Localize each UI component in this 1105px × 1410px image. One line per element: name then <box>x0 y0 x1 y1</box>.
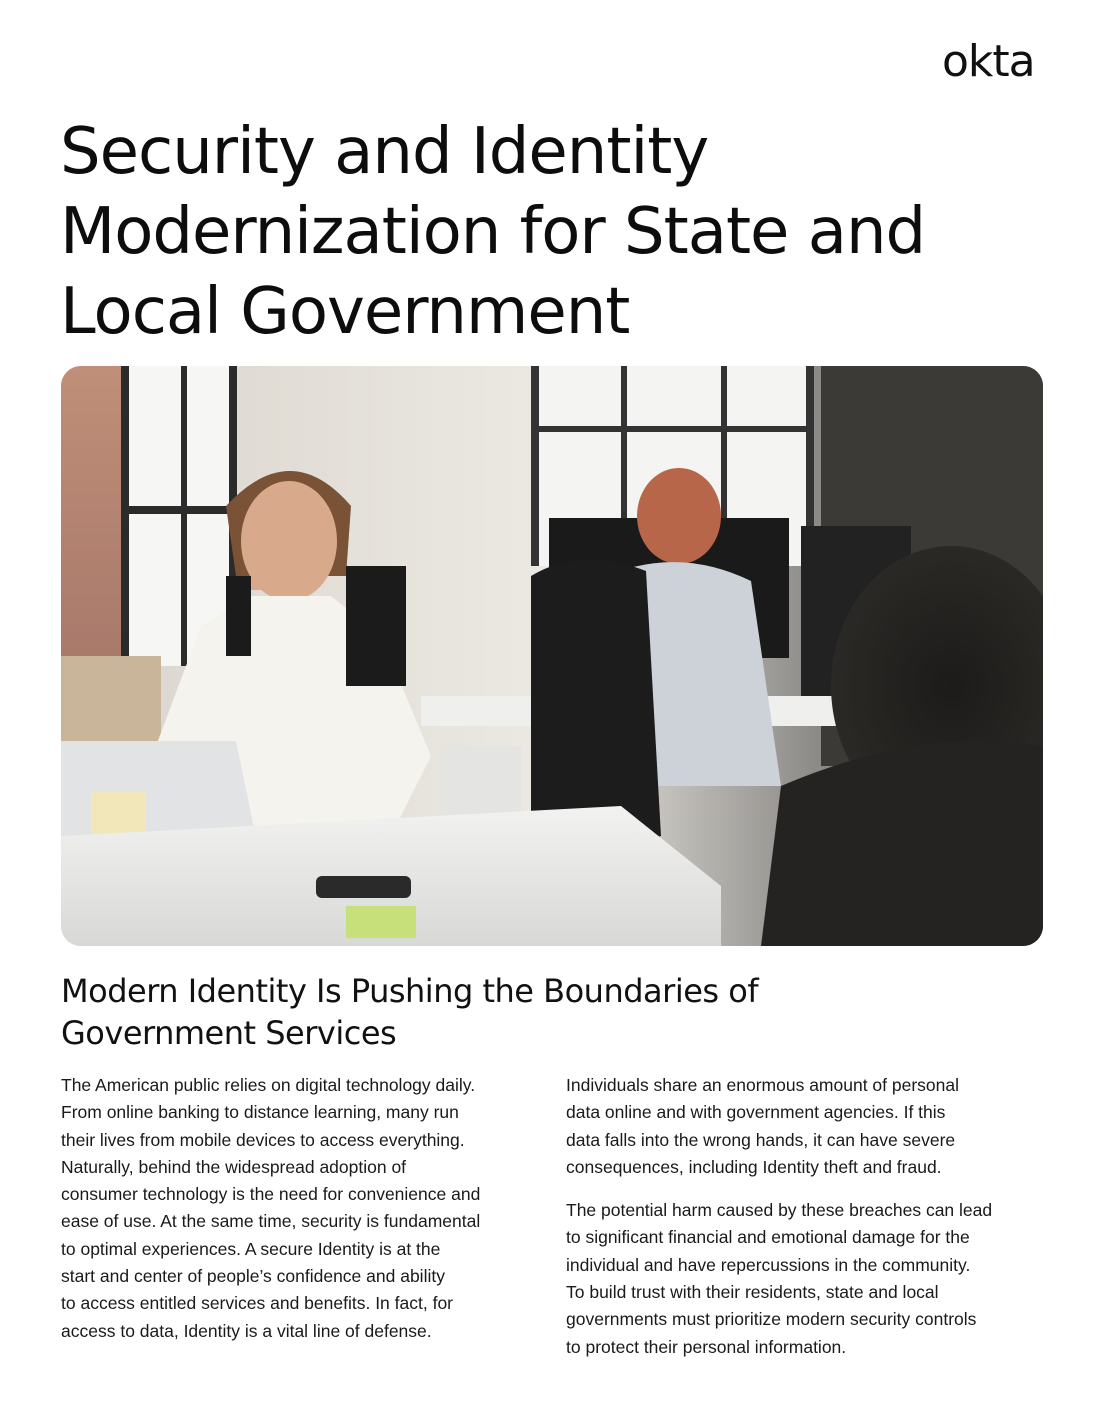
title-line: Local Government <box>60 275 630 349</box>
text-line: data falls into the wrong hands, it can have severe <box>566 1129 956 1150</box>
text-line: Naturally, behind the widespread adoption of <box>61 1156 407 1177</box>
paragraph <box>566 1197 1046 1361</box>
text-line: The American public relies on digital technology daily. <box>61 1075 476 1095</box>
heading-line: Modern Identity Is Pushing the Boundaries of <box>61 972 759 1010</box>
text-line: to optimal experiences. A secure Identity is at the <box>61 1238 441 1259</box>
text-line: The potential harm caused by these breaches can lead <box>566 1200 993 1221</box>
hero-photo <box>61 366 1043 946</box>
text-line: consumer technology is the need for convenience and <box>61 1184 481 1205</box>
heading-line: Government Services <box>61 1014 397 1052</box>
text-line: to significant financial and emotional damage for the <box>566 1227 970 1248</box>
paragraph <box>566 1072 1046 1181</box>
text-line: data online and with government agencies. If this <box>566 1102 946 1123</box>
text-line: From online banking to distance learning, many run <box>61 1102 459 1123</box>
text-line: To build trust with their residents, state and local <box>566 1282 939 1303</box>
text-line: consequences, including Identity theft and fraud. <box>566 1156 942 1177</box>
text-line: governments must prioritize modern security controls <box>566 1309 977 1330</box>
text-line: their lives from mobile devices to access everything. <box>61 1129 465 1150</box>
paragraph <box>61 1072 541 1345</box>
text-line: ease of use. At the same time, security is fundamental <box>61 1211 481 1232</box>
left-column <box>61 1072 541 1345</box>
text-line: to protect their personal information. <box>566 1336 847 1357</box>
section-heading <box>61 970 961 1054</box>
title-line: Modernization for State and <box>60 195 926 269</box>
page-title <box>60 112 1060 352</box>
text-line: Individuals share an enormous amount of personal <box>566 1075 960 1095</box>
text-line: individual and have repercussions in the community. <box>566 1254 971 1275</box>
title-line: Security and Identity <box>60 115 709 189</box>
office-workers-photo-icon <box>61 366 1043 946</box>
text-line: to access entitled services and benefits. In fact, for <box>61 1293 454 1314</box>
okta-logo: okta <box>942 36 1035 87</box>
text-line: start and center of people’s confidence and ability <box>61 1266 445 1287</box>
right-column <box>566 1072 1046 1361</box>
text-line: access to data, Identity is a vital line of defense. <box>61 1320 432 1341</box>
